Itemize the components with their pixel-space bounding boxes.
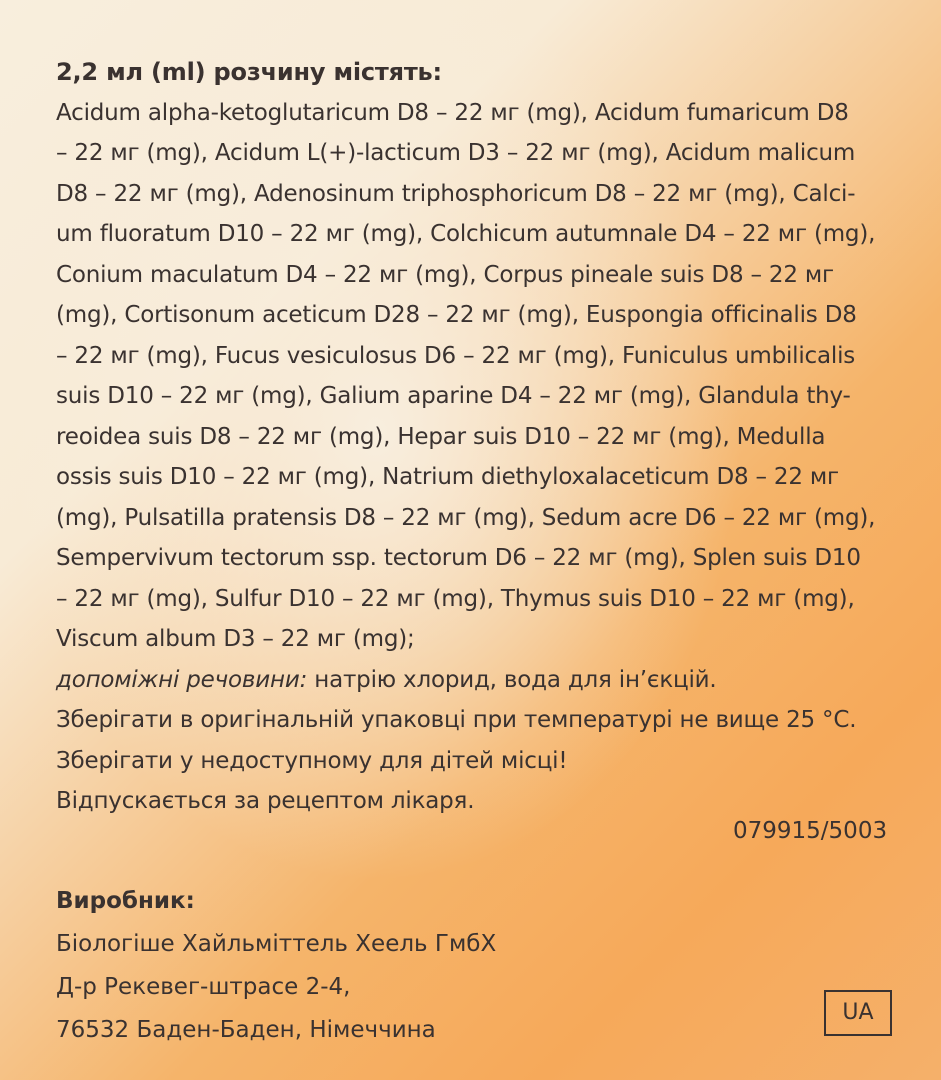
composition-line: Conium maculatum D4 – 22 мг (mg), Corpus pineale suis D8 – 22 мг (56, 261, 834, 288)
composition-line: Sempervivum tectorum ssp. tectorum D6 – 22 мг (mg), Splen suis D10 (56, 545, 861, 571)
manufacturer-city: 76532 Баден-Баден, Німеччина (56, 1017, 436, 1043)
excipients-label: допоміжні речовини: (56, 666, 308, 693)
composition-line: – 22 мг (mg), Acidum L(+)-lacticum D3 – 22 мг (mg), Acidum malicum (56, 140, 856, 166)
composition-line: ossis suis D10 – 22 мг (mg), Natrium diethyloxalaceticum D8 – 22 мг (56, 464, 839, 490)
composition-line: Viscum album D3 – 22 мг (mg); (56, 626, 415, 652)
country-badge: UA (824, 990, 892, 1036)
composition-line: um fluoratum D10 – 22 мг (mg), Colchicum autumnale D4 – 22 мг (mg), (56, 221, 876, 247)
composition-line: – 22 мг (mg), Sulfur D10 – 22 мг (mg), Thymus suis D10 – 22 мг (mg), (56, 585, 855, 612)
composition-line: D8 – 22 мг (mg), Adenosinum triphosphoricum D8 – 22 мг (mg), Calci- (56, 180, 856, 207)
manufacturer-name: Біологіше Хайльміттель Хеель ГмбХ (56, 931, 497, 957)
composition-line: – 22 мг (mg), Fucus vesiculosus D6 – 22 мг (mg), Funiculus umbilicalis (56, 342, 856, 369)
composition-section (56, 52, 896, 822)
manufacturer-section (56, 880, 896, 1052)
storage-children: Зберігати у недоступному для дітей місці! (56, 747, 568, 774)
manufacturer-street: Д-р Рекевег-штрасе 2-4, (56, 974, 351, 1000)
composition-line: (mg), Cortisonum aceticum D28 – 22 мг (mg), Euspongia officinalis D8 (56, 302, 857, 328)
composition-list (56, 93, 896, 660)
manufacturer-heading: Виробник: (56, 888, 195, 914)
composition-heading: 2,2 мл (ml) розчину містять: (56, 58, 442, 86)
composition-line: Acidum alpha-ketoglutaricum D8 – 22 мг (mg), Acidum fumaricum D8 (56, 99, 849, 126)
composition-line: reoidea suis D8 – 22 мг (mg), Hepar suis D10 – 22 мг (mg), Medulla (56, 423, 826, 450)
composition-line: suis D10 – 22 мг (mg), Galium aparine D4 – 22 мг (mg), Glandula thy- (56, 383, 851, 409)
registration-code: 079915/5003 (733, 818, 888, 844)
excipients-text: натрію хлорид, вода для ін’єкцій. (307, 666, 717, 693)
storage-temperature: Зберігати в оригінальній упаковці при температурі не вище 25 °C. (56, 707, 857, 733)
excipients-line (56, 660, 896, 701)
prescription-note: Відпускається за рецептом лікаря. (56, 788, 475, 814)
composition-line: (mg), Pulsatilla pratensis D8 – 22 мг (mg), Sedum acre D6 – 22 мг (mg), (56, 504, 876, 531)
